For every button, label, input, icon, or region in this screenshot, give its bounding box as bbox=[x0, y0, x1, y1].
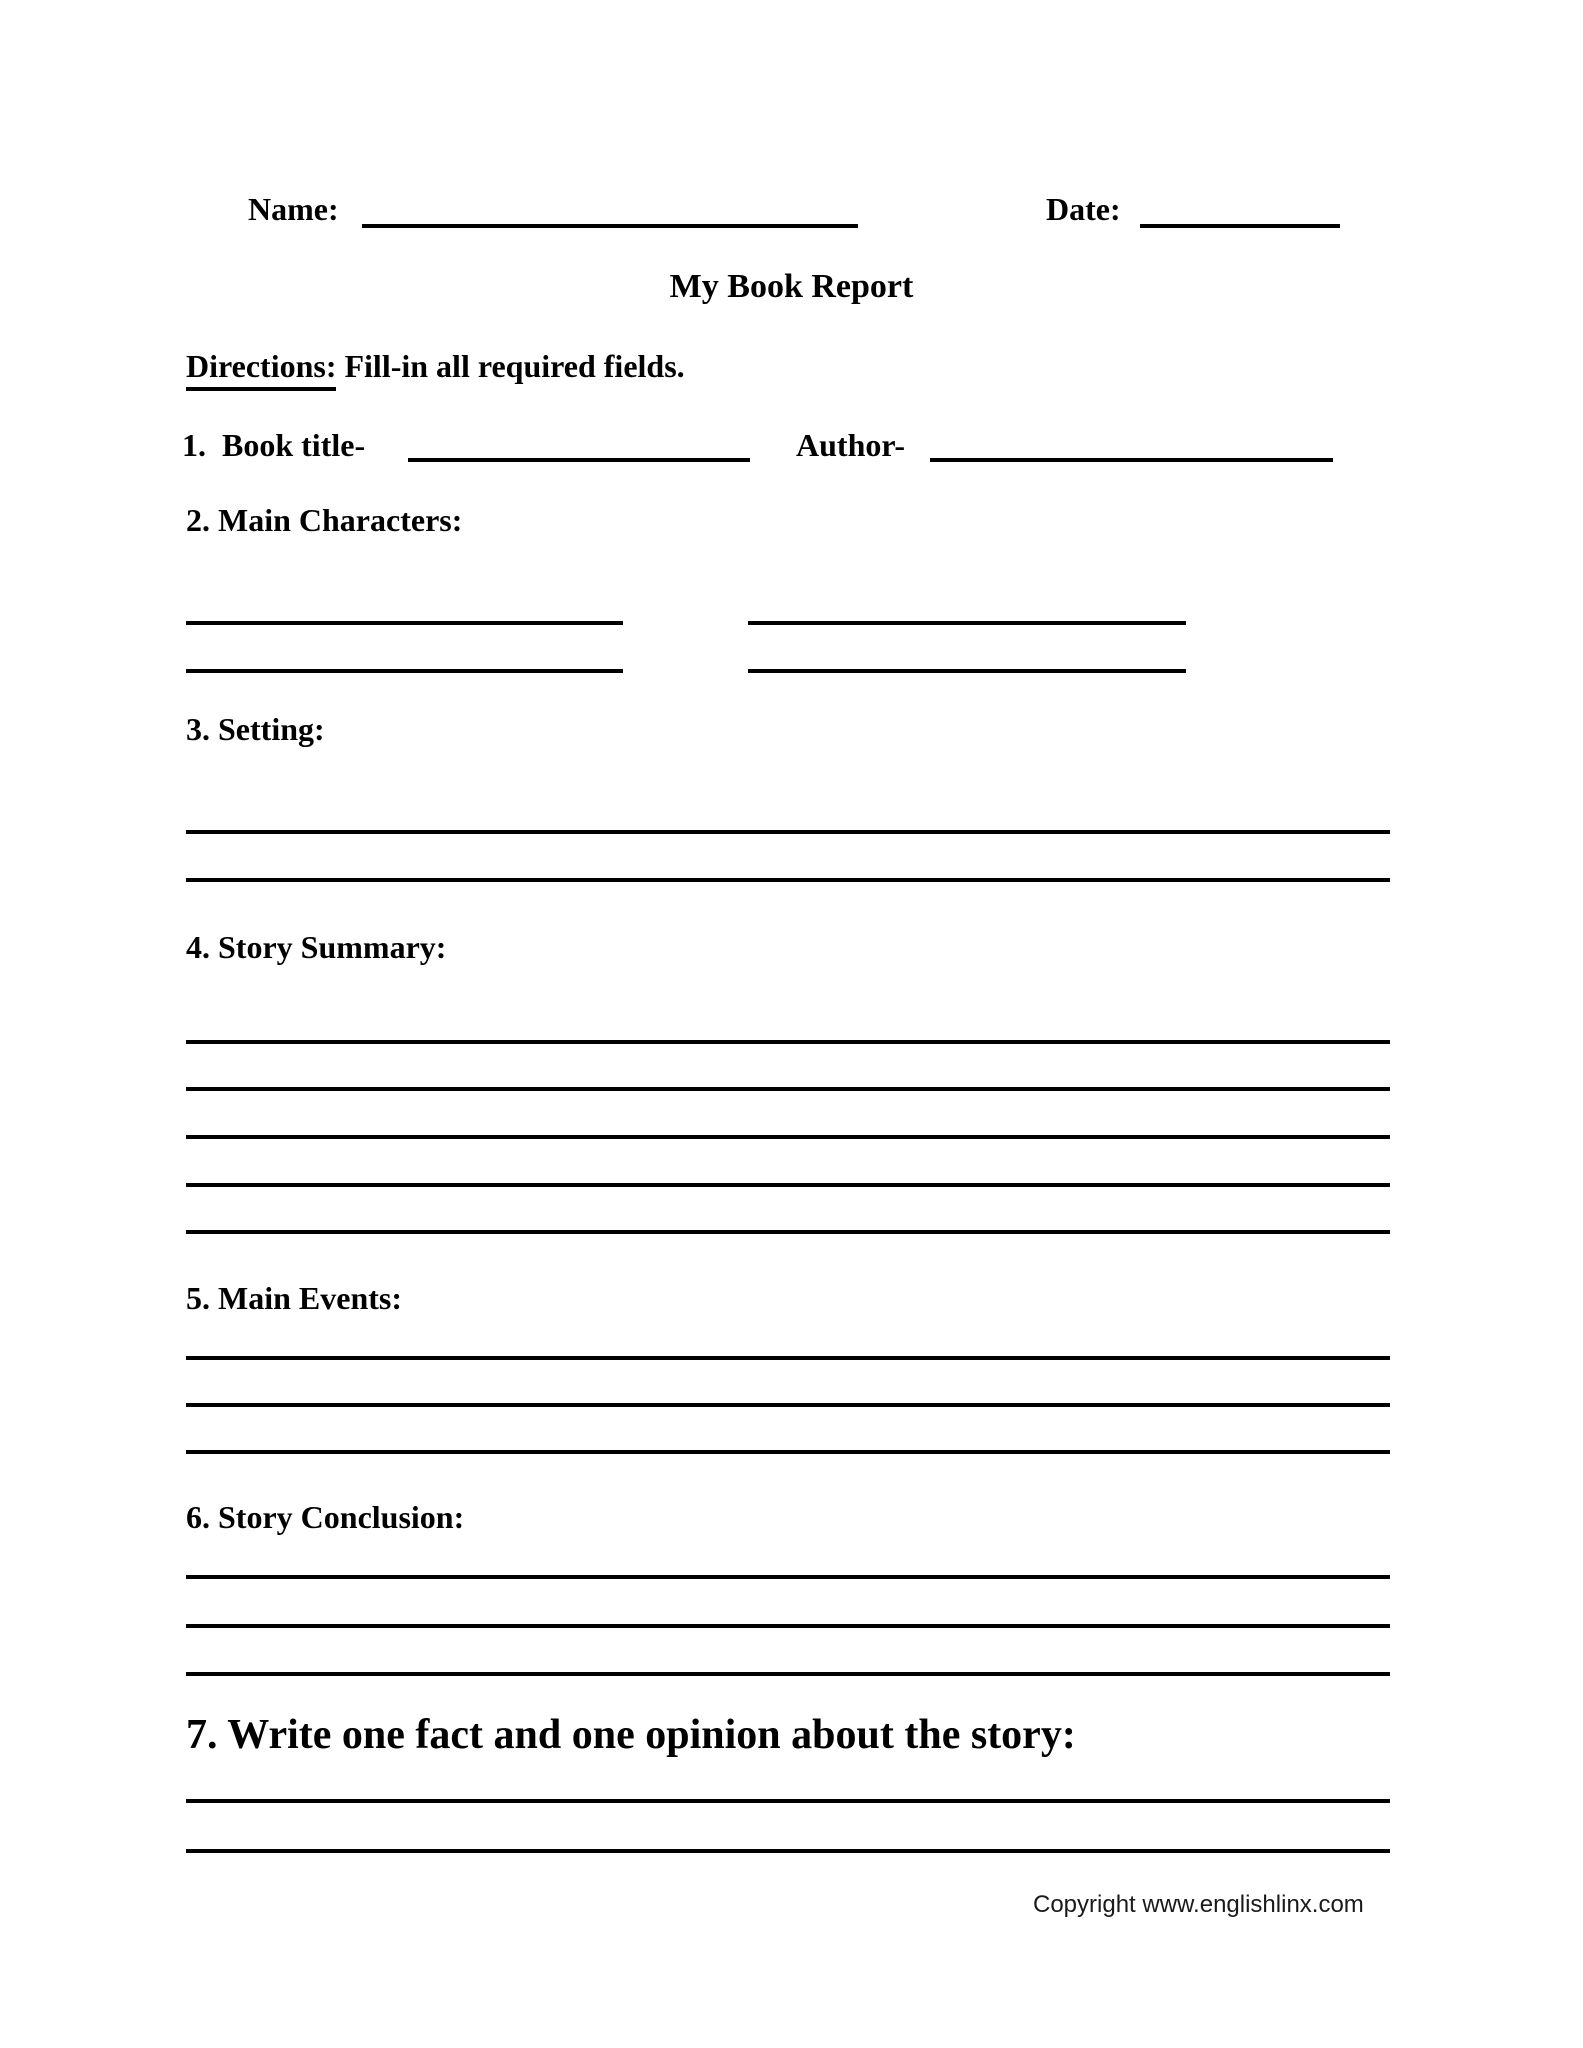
story-summary-blank-line[interactable] bbox=[186, 1087, 1390, 1091]
directions-text: Fill-in all required fields. bbox=[336, 348, 685, 384]
story-conclusion-blank-line[interactable] bbox=[186, 1575, 1390, 1579]
date-label: Date: bbox=[1046, 191, 1121, 227]
main-character-blank-line[interactable] bbox=[748, 621, 1186, 625]
section-label-setting: 3. Setting: bbox=[186, 711, 325, 747]
section-label-main-characters: 2. Main Characters: bbox=[186, 502, 463, 538]
story-summary-blank-line[interactable] bbox=[186, 1230, 1390, 1234]
setting-blank-line[interactable] bbox=[186, 830, 1390, 834]
author-blank-line[interactable] bbox=[930, 458, 1333, 462]
page-title: My Book Report bbox=[669, 268, 914, 305]
story-conclusion-blank-line[interactable] bbox=[186, 1672, 1390, 1676]
fact-opinion-blank-line[interactable] bbox=[186, 1849, 1390, 1853]
main-character-blank-line[interactable] bbox=[186, 669, 623, 673]
setting-blank-line[interactable] bbox=[186, 878, 1390, 882]
copyright-text: Copyright www.englishlinx.com bbox=[1033, 1891, 1364, 1918]
section-label-story-summary: 4. Story Summary: bbox=[186, 929, 447, 965]
name-blank-line[interactable] bbox=[362, 224, 858, 228]
main-character-blank-line[interactable] bbox=[186, 621, 623, 625]
name-label: Name: bbox=[248, 191, 339, 227]
story-conclusion-blank-line[interactable] bbox=[186, 1624, 1390, 1628]
directions bbox=[186, 349, 685, 384]
section-label-story-conclusion: 6. Story Conclusion: bbox=[186, 1499, 465, 1535]
main-character-blank-line[interactable] bbox=[748, 669, 1186, 673]
section-label-fact-and-opinion: 7. Write one fact and one opinion about the story: bbox=[186, 1712, 1076, 1758]
author-label: Author- bbox=[796, 427, 906, 463]
section-label-main-events: 5. Main Events: bbox=[186, 1280, 402, 1316]
directions-label: Directions: bbox=[186, 348, 336, 391]
book-title-blank-line[interactable] bbox=[408, 458, 750, 462]
fact-opinion-blank-line[interactable] bbox=[186, 1799, 1390, 1803]
date-blank-line[interactable] bbox=[1140, 224, 1340, 228]
main-events-blank-line[interactable] bbox=[186, 1450, 1390, 1454]
book-title-label: 1. Book title- bbox=[182, 427, 366, 463]
main-events-blank-line[interactable] bbox=[186, 1356, 1390, 1360]
story-summary-blank-line[interactable] bbox=[186, 1135, 1390, 1139]
story-summary-blank-line[interactable] bbox=[186, 1183, 1390, 1187]
main-events-blank-line[interactable] bbox=[186, 1403, 1390, 1407]
story-summary-blank-line[interactable] bbox=[186, 1040, 1390, 1044]
